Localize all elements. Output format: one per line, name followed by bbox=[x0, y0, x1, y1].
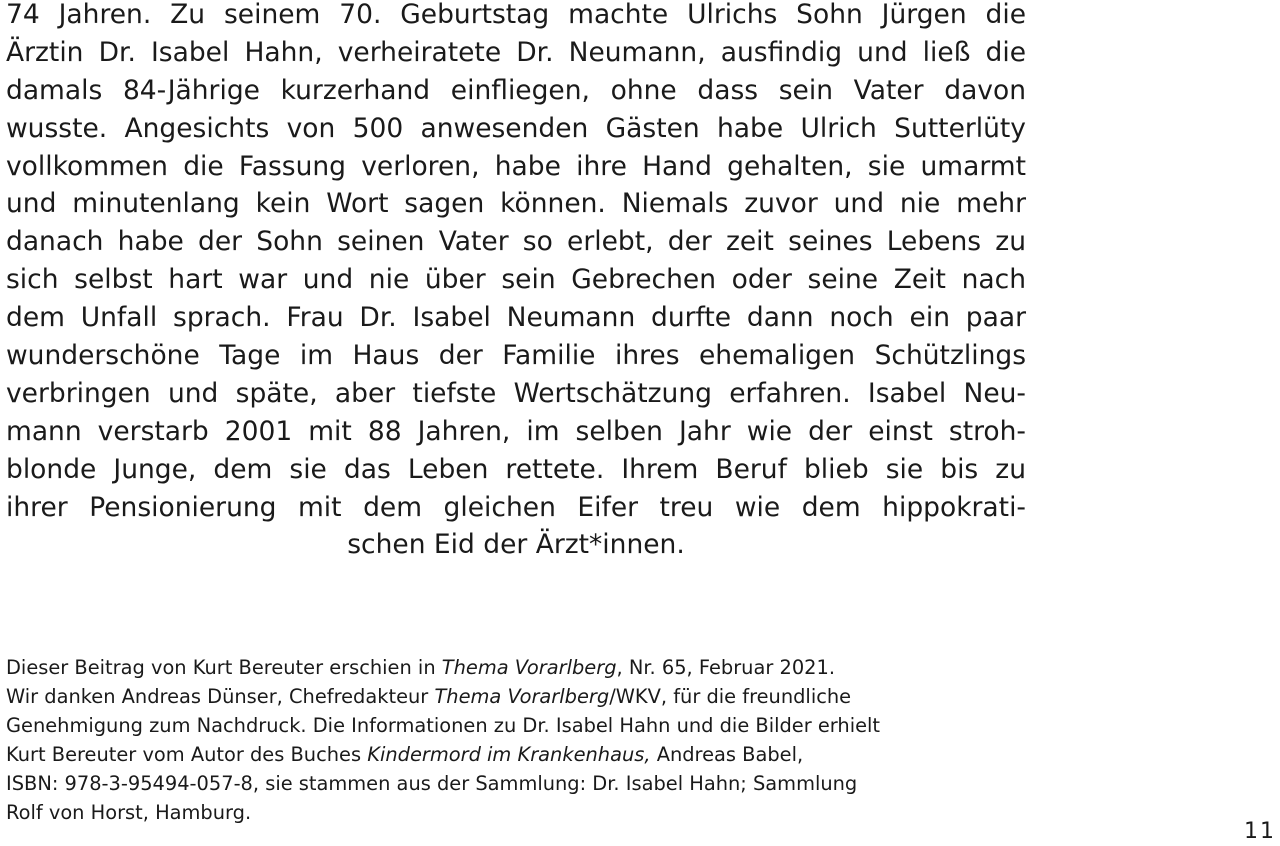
footnote-text: Andreas Babel, bbox=[650, 743, 804, 766]
article-line: damals 84-Jährige kurzerhand einfliegen, ohne dass sein Vater davon bbox=[6, 74, 1026, 106]
footnote-line-6: Rolf von Horst, Hamburg. bbox=[6, 801, 252, 824]
article-body bbox=[6, 0, 1026, 564]
footnote-text: Kurt Bereuter vom Autor des Buches bbox=[6, 743, 368, 766]
footnote-line-4 bbox=[6, 740, 1006, 769]
footnote-text: /WKV, für die freundliche bbox=[609, 685, 852, 708]
footnote-text: Wir danken Andreas Dünser, Chefredakteur bbox=[6, 685, 435, 708]
article-line: und minutenlang kein Wort sagen können. Niemals zuvor und nie mehr bbox=[6, 188, 1026, 220]
footnote-line-3: Genehmigung zum Nachdruck. Die Informationen zu Dr. Isabel Hahn und die Bilder erhielt bbox=[6, 714, 881, 737]
article-line: sich selbst hart war und nie über sein Gebrechen oder seine Zeit nach bbox=[6, 264, 1026, 296]
article-line: ihrer Pensionierung mit dem gleichen Eifer treu wie dem hippokrati- bbox=[6, 491, 1026, 523]
footnote-line-5: ISBN: 978-3-95494-057-8, sie stammen aus der Sammlung: Dr. Isabel Hahn; Sammlung bbox=[6, 772, 858, 795]
article-line: danach habe der Sohn seinen Vater so erlebt, der zeit seines Lebens zu bbox=[6, 226, 1026, 258]
page-number: 11 bbox=[1244, 819, 1276, 844]
footnote-line-2 bbox=[6, 682, 1006, 711]
book-title: Kindermord im Krankenhaus, bbox=[367, 743, 651, 766]
footnote-text: , Nr. 65, Februar 2021. bbox=[616, 656, 835, 679]
article-line: 74 Jahren. Zu seinem 70. Geburtstag machte Ulrichs Sohn Jürgen die bbox=[6, 0, 1026, 30]
article-line: dem Unfall sprach. Frau Dr. Isabel Neumann durfte dann noch ein paar bbox=[6, 302, 1026, 334]
article-line: wusste. Angesichts von 500 anwesenden Gästen habe Ulrich Sutterlüty bbox=[6, 112, 1026, 144]
publication-title: Thema Vorarlberg bbox=[441, 656, 617, 679]
article-line: verbringen und späte, aber tiefste Wertschätzung erfahren. Isabel Neu- bbox=[6, 377, 1026, 409]
article-line: wunderschöne Tage im Haus der Familie ihres ehemaligen Schützlings bbox=[6, 340, 1026, 372]
publication-title: Thema Vorarlberg bbox=[434, 685, 610, 708]
article-line: mann verstarb 2001 mit 88 Jahren, im selben Jahr wie der einst stroh- bbox=[6, 415, 1026, 447]
footnote-text: Dieser Beitrag von Kurt Bereuter erschien in bbox=[6, 656, 442, 679]
source-footnote bbox=[6, 653, 1006, 827]
article-line: Ärztin Dr. Isabel Hahn, verheiratete Dr. Neumann, ausfindig und ließ die bbox=[6, 36, 1026, 68]
article-line-last: schen Eid der Ärzt*innen. bbox=[347, 529, 685, 561]
article-line: vollkommen die Fassung verloren, habe ihre Hand gehalten, sie umarmt bbox=[6, 150, 1026, 182]
footnote-line-1 bbox=[6, 653, 1006, 682]
article-line: blonde Junge, dem sie das Leben rettete. Ihrem Beruf blieb sie bis zu bbox=[6, 453, 1026, 485]
